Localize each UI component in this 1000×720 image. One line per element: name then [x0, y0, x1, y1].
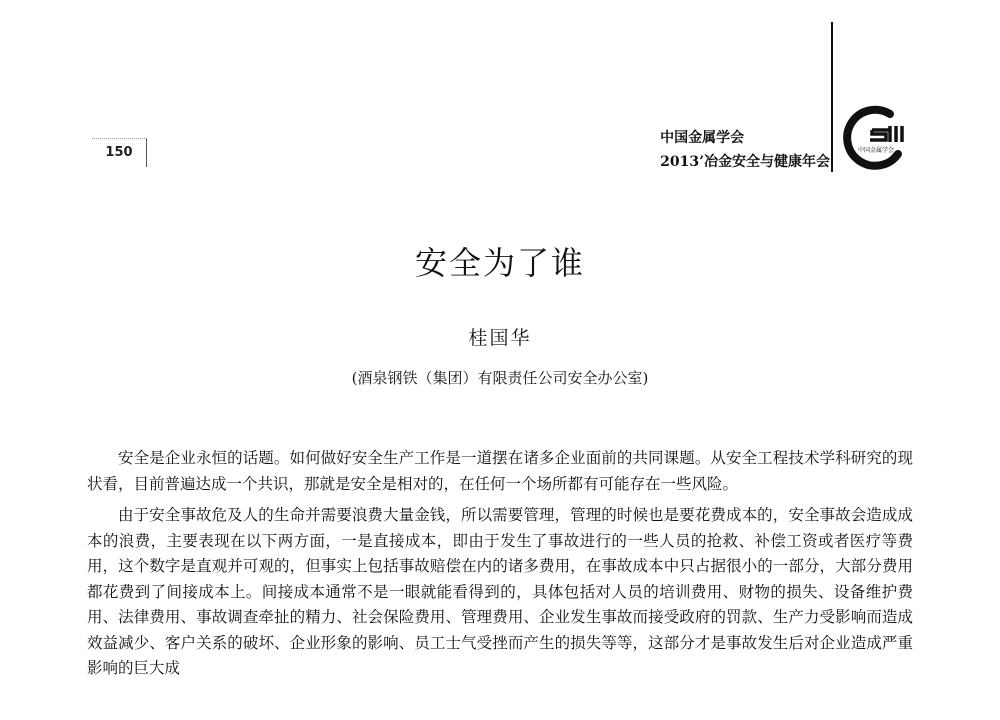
header-divider: [831, 22, 833, 172]
society-logo-icon: [838, 100, 910, 172]
body-paragraph: 由于安全事故危及人的生命并需要浪费大量金钱，所以需要管理，管理的时候也是要花费成本的，安全事故会造成成本的浪费，主要表现在以下两方面，一是直接成本，即由于发生了事故进行的一些人员的抢救、补偿工资或者医疗等费用，这个数字是直观并可观的，但事实上包括事故赔偿在内的诸多费用，在事故成本中只占据很小的一部分，大部分费用都花费到了间接成本上。间接成本通常不是一眼就能看得到的，具体包括对人员的培训费用、财物的损失、设备维护费用、法律费用、事故调查牵扯的精力、社会保险费用、管理费用、企业发生事故而接受政府的罚款、生产力受影响而造成效益减少、客户关系的破坏、企业形象的影响、员工士气受挫而产生的损失等等，这部分才是事故发生后对企业造成严重影响的巨大成: [87, 506, 913, 677]
article-title: 安全为了谁: [414, 244, 585, 282]
society-logo: [838, 100, 910, 172]
running-header: [660, 126, 830, 174]
page-number: 150: [92, 138, 147, 167]
author-affiliation: (酒泉钢铁（集团）有限责任公司安全办公室): [351, 369, 649, 387]
header-conference: 2013’冶金安全与健康年会: [660, 154, 830, 170]
article-body: [87, 446, 913, 688]
logo-text: 中国金属学会: [857, 147, 895, 154]
header-org: 中国金属学会: [660, 130, 745, 146]
article-author: 桂国华: [468, 327, 532, 349]
body-paragraph: 安全是企业永恒的话题。如何做好安全生产工作是一道摆在诸多企业面前的共同课题。从安全工程技术学科研究的现状看，目前普遍达成一个共识，那就是安全是相对的，在任何一个场所都有可能存在一些风险。: [87, 449, 913, 493]
